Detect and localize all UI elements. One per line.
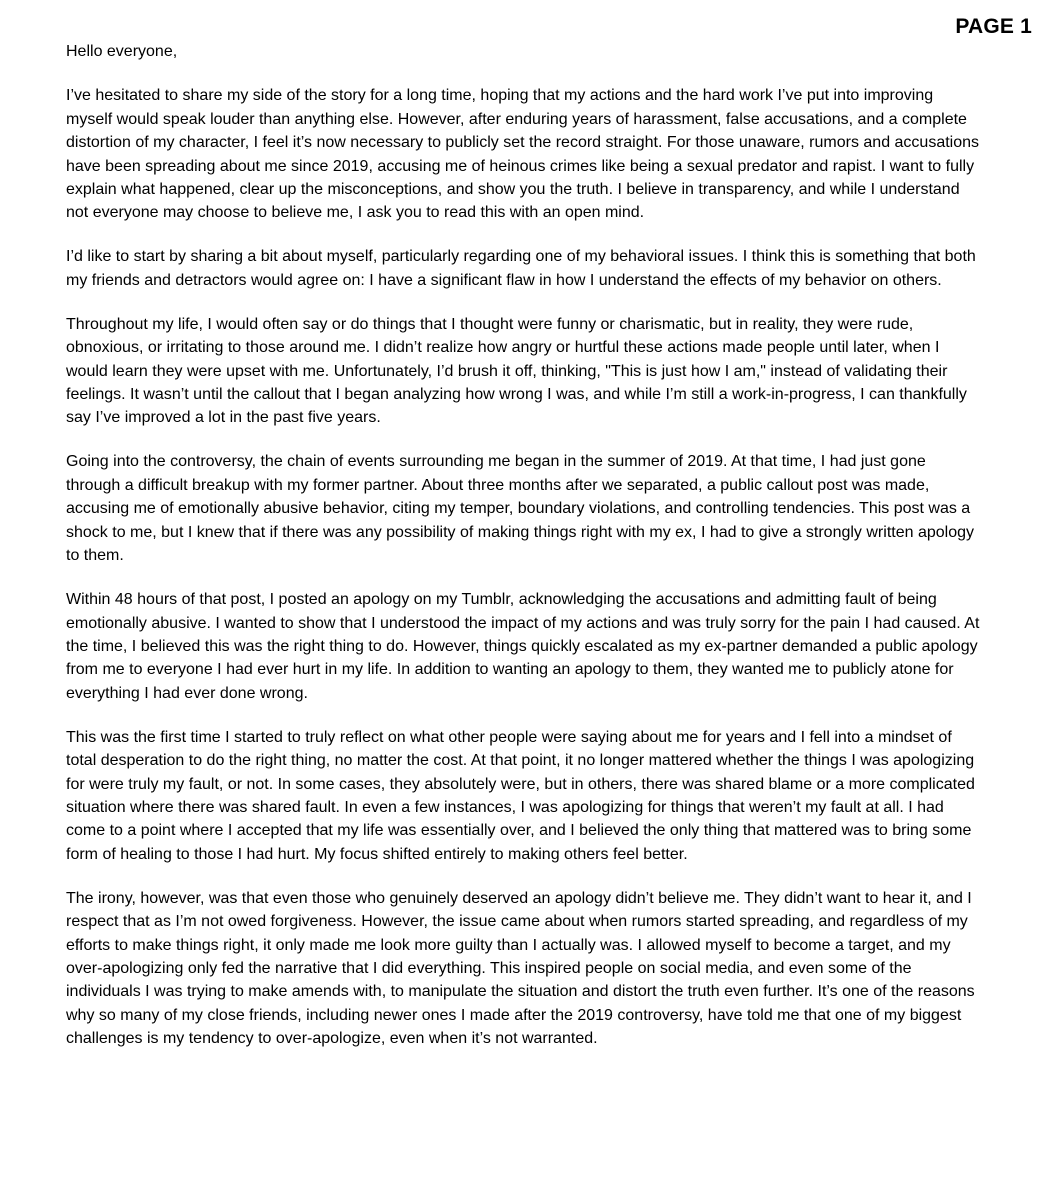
paragraph-3: Throughout my life, I would often say or do things that I thought were funny or charismatic, but in reality, they were rude, obnoxious, or irritating to those around me. I didn’t realize how angry or hurtful these actions made people until later, when I would learn they were upset with me. Unfortunately, I’d brush it off, thinking, "This is just how I am," instead of validating their feelings. It wasn’t until the callout that I began analyzing how wrong I was, and while I’m still a work-in-progress, I can thankfully say I’ve improved a lot in the past five years. — [66, 315, 967, 427]
paragraph-4: Going into the controversy, the chain of events surrounding me began in the summer of 2019. At that time, I had just gone through a difficult breakup with my former partner. About three months after we separated, a public callout post was made, accusing me of emotionally abusive behavior, citing my temper, boundary violations, and controlling tendencies. This post was a shock to me, but I knew that if there was any possibility of making things right with my ex, I had to give a strongly written apology to them. — [66, 453, 974, 565]
paragraph-1: I’ve hesitated to share my side of the story for a long time, hoping that my actions and the hard work I’ve put into improving myself would speak louder than anything else. However, after enduring years of harassment, false accusations, and a complete distortion of my character, I feel it’s now necessary to publicly set the record straight. For those unaware, rumors and accusations have been spreading about me since 2019, accusing me of heinous crimes like being a sexual predator and rapist. I want to fully explain what happened, clear up the misconceptions, and show you the truth. I believe in transparency, and while I understand not everyone may choose to believe me, I ask you to read this with an open mind. — [66, 87, 980, 222]
greeting: Hello everyone, — [66, 43, 178, 60]
paragraph-5: Within 48 hours of that post, I posted an apology on my Tumblr, acknowledging the accusations and admitting fault of being emotionally abusive. I wanted to show that I understood the impact of my actions and was truly sorry for the pain I had caused. At the time, I believed this was the right thing to do. However, things quickly escalated as my ex-partner demanded a public apology from me to everyone I had ever hurt in my life. In addition to wanting an apology to them, they wanted me to publicly atone for everything I had ever done wrong. — [66, 591, 980, 702]
page-number-label: PAGE 1 — [955, 15, 1032, 38]
letter-body — [66, 40, 980, 1071]
paragraph-6: This was the first time I started to truly reflect on what other people were saying about me for years and I fell into a mindset of total desperation to do the right thing, no matter the cost. At that point, it no longer mattered whether the things I was apologizing for were truly my fault, or not. In some cases, they absolutely were, but in others, there was shared blame or a more complicated situation where there was shared fault. In even a few instances, I was apologizing for things that weren’t my fault at all. I had come to a point where I accepted that my life was essentially over, and I believed the only thing that mattered was to bring some form of healing to those I had hurt. My focus shifted entirely to making others feel better. — [66, 728, 975, 863]
paragraph-7: The irony, however, was that even those who genuinely deserved an apology didn’t believe me. They didn’t want to hear it, and I respect that as I’m not owed forgiveness. However, the issue came about when rumors started spreading, and regardless of my efforts to make things right, it only made me look more guilty than I actually was. I allowed myself to become a target, and my over-apologizing only fed the narrative that I did everything. This inspired people on social media, and even some of the individuals I was trying to make amends with, to manipulate the situation and distort the truth even further. It’s one of the reasons why so many of my close friends, including newer ones I made after the 2019 controversy, have told me that one of my biggest challenges is my tendency to over-apologize, even when it’s not warranted. — [66, 889, 975, 1048]
paragraph-2: I’d like to start by sharing a bit about myself, particularly regarding one of my behavioral issues. I think this is something that both my friends and detractors would agree on: I have a significant flaw in how I understand the effects of my behavior on others. — [66, 248, 976, 289]
